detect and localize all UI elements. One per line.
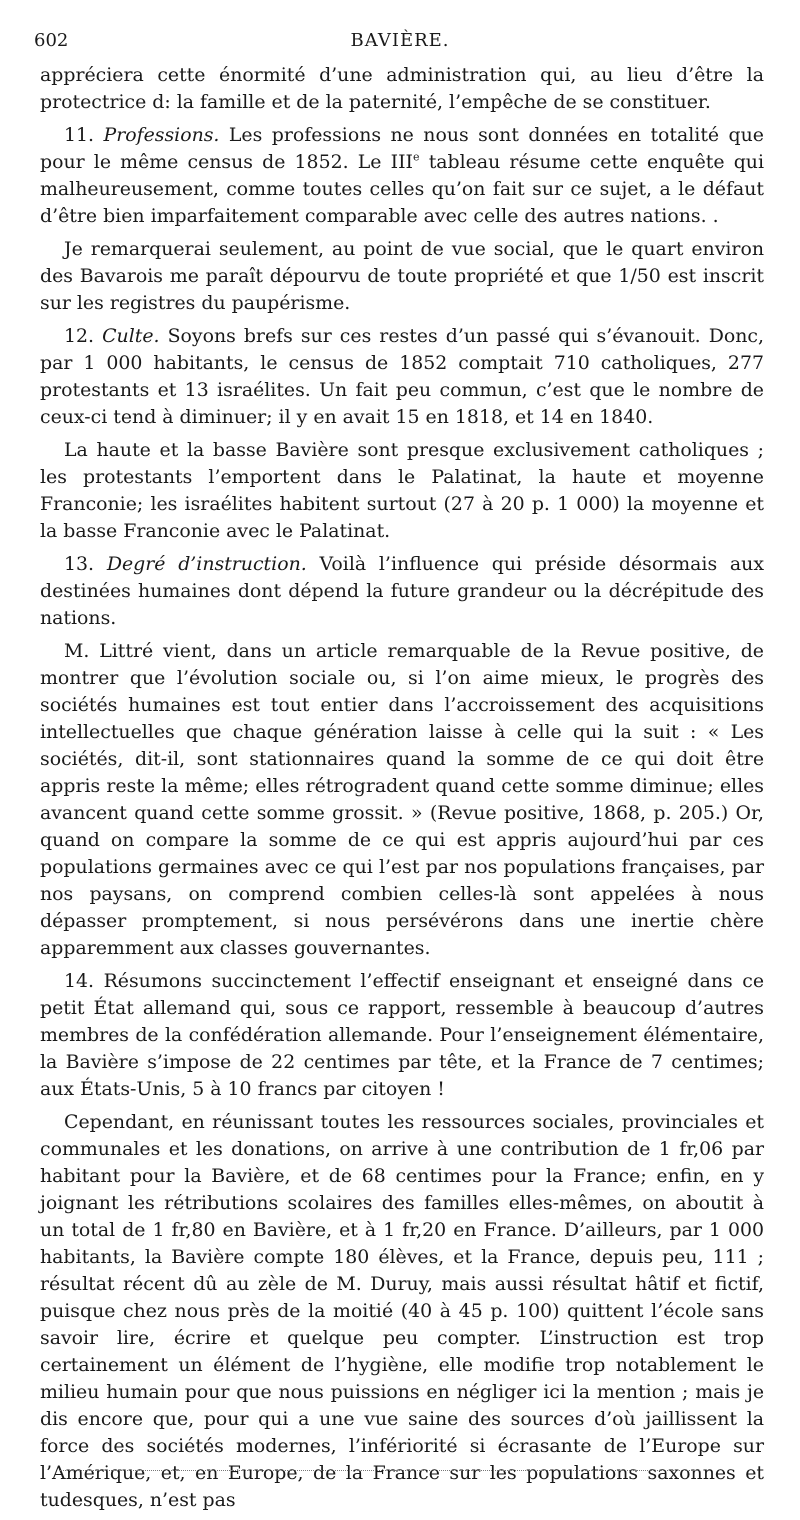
paragraph-instruction: 13. Degré d’instruction. Voilà l’influence qui préside désormais aux destinées humaines dont dépend la future grandeur ou la décrépitude des nations. [40,553,764,629]
body-text [40,62,764,1520]
section-title: Culte. [102,325,160,347]
page-header [34,30,766,54]
paragraph-section-14: 14. Résumons succinctement l’effectif enseignant et enseigné dans ce petit État allemand qui, sous ce rapport, ressemble à beaucoup d’autres membres de la confédération allemande. Pour l’enseignement élémentaire, la Bavière s’impose de 22 centimes par tête, et la France de 7 centimes; aux États-Unis, 5 à 10 francs par citoyen ! [40,970,764,1100]
paragraph-professions: 11. Professions. Les professions ne nous sont données en totalité que pour le même census de 1852. Le IIIe tableau résume cette enquête qui malheureusement, comme toutes celles qu’on fait sur ce sujet, a le défaut d’être bien imparfaitement comparable avec celle des autres nations. . [40,124,764,227]
paragraph-cependant: Cependant, en réunissant toutes les ressources sociales, provinciales et communales et les donations, on arrive à une contribution de 1 fr,06 par habitant pour la Bavière, et de 68 centimes pour la France; enfin, en y joignant les rétributions scolaires des familles elles-mêmes, on aboutit à un total de 1 fr,80 en Bavière, et à 1 fr,20 en France. D’ailleurs, par 1 000 habitants, la Bavière compte 180 élèves, et la France, depuis peu, 111 ; résultat récent dû au zèle de M. Duruy, mais aussi résultat hâtif et fictif, puisque chez nous près de la moitié (40 à 45 p. 100) quittent l’école sans savoir lire, écrire et quelque peu compter. L’instruction est trop certainement un élément de l’hygiène, elle modifie trop notablement le milieu humain pour que nous puissions en négliger ici la mention ; mais je dis encore que, pour qui a une vue saine des sources d’où jaillissent la force des sociétés modernes, l’infériorité si écrasante de l’Europe sur l’Amérique, et, en Europe, de la France sur les populations saxonnes et tudesques, n’est pas [40,1111,764,1511]
paragraph: Je remarquerai seulement, au point de vue social, que le quart environ des Bavarois me paraît dépourvu de toute propriété et que 1/50 est inscrit sur les registres du paupérisme. [40,238,764,314]
page-number: 602 [34,30,69,51]
section-number: 14. [64,970,95,992]
bottom-rule [60,1470,700,1473]
running-title: BAVIÈRE. [350,30,450,51]
paragraph-continuation: appréciera cette énormité d’une administration qui, au lieu d’être la protectrice d: la famille et de la paternité, l’empêche de se constituer. [40,64,764,113]
section-title: Professions. [103,124,220,146]
section-number: 13. [64,553,95,575]
section-number: 12. [64,325,95,347]
section-number: 11. [64,124,95,146]
paragraph-littre: M. Littré vient, dans un article remarquable de la Revue positive, de montrer que l’évolution sociale ou, si l’on aime mieux, le progrès des sociétés humaines est tout entier dans l’accroissement des acquisitions intellectuelles que chaque génération laisse à celle qui la suit : « Les sociétés, dit-il, sont stationnaires quand la somme de ce qui doit être appris reste la même; elles rétrogradent quand cette somme diminue; elles avancent quand cette somme grossit. » (Revue positive, 1868, p. 205.) Or, quand on compare la somme de ce qui est appris aujourd’hui par ces populations germaines avec ce qui l’est par nos populations françaises, par nos paysans, on comprend combien celles-là sont appelées à nous dépasser promptement, si nous persévérons dans une inertie chère apparemment aux classes gouvernantes. [40,640,764,959]
paragraph-culte: 12. Culte. Soyons brefs sur ces restes d’un passé qui s’évanouit. Donc, par 1 000 habitants, le census de 1852 comptait 710 catholiques, 277 protestants et 13 israélites. Un fait peu commun, c’est que le nombre de ceux-ci tend à diminuer; il y en avait 15 en 1818, et 14 en 1840. [40,325,764,428]
section-title: Degré d’instruction. [106,553,307,575]
paragraph: La haute et la basse Bavière sont presque exclusivement catholiques ; les protestants l’emportent dans le Palatinat, la haute et moyenne Franconie; les israélites habitent surtout (27 à 20 p. 1 000) la moyenne et la basse Franconie avec le Palatinat. [40,439,764,542]
